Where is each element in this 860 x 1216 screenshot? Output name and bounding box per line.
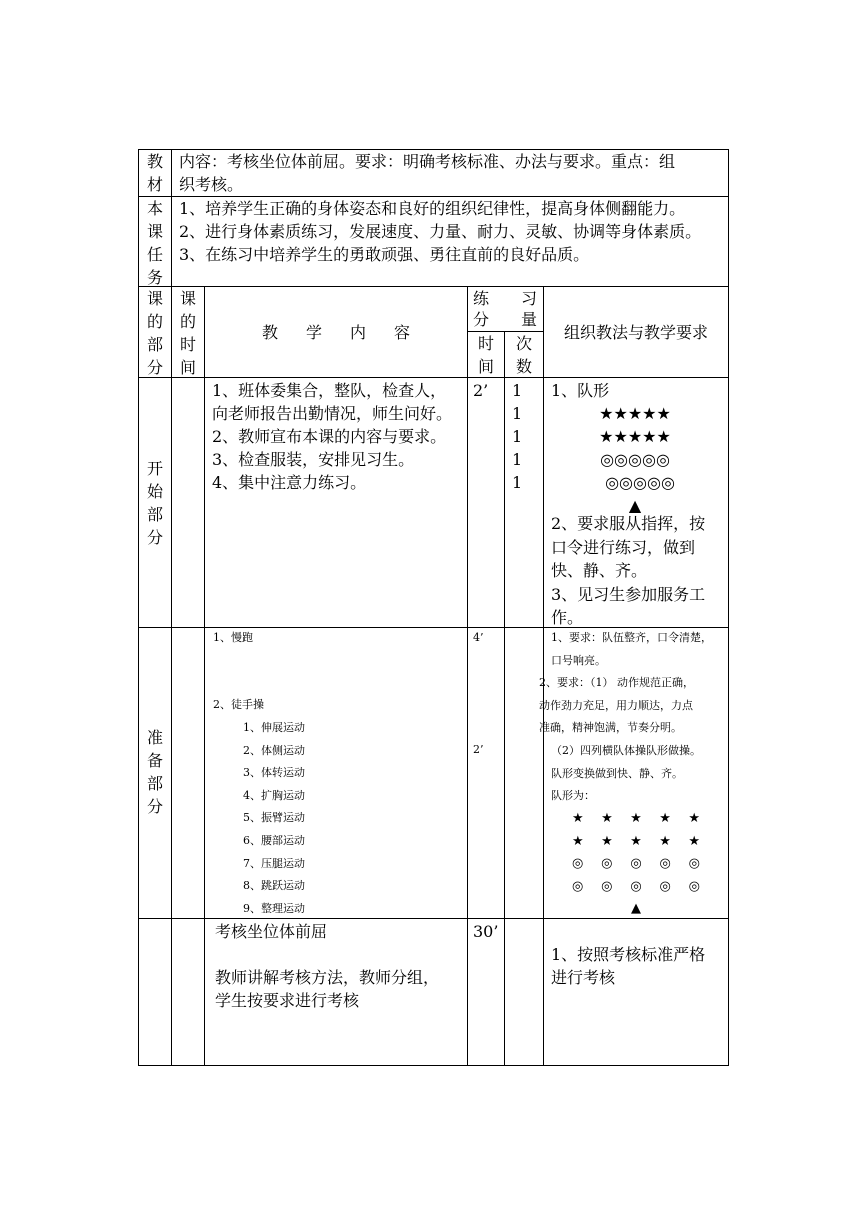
col-header-time: 课 的 时 间 bbox=[179, 289, 196, 377]
teacher-triangle-icon: ▲ bbox=[628, 496, 642, 515]
col-header-duration: 时 间 bbox=[477, 334, 494, 376]
col-divider bbox=[504, 331, 505, 1066]
col-header-content: 教 学 内 容 bbox=[262, 323, 410, 342]
teacher-triangle-icon: ▲ bbox=[631, 901, 641, 917]
prep-item-jog: 1、慢跑 bbox=[213, 631, 253, 644]
prep-exercise-list: 1、伸展运动 2、体侧运动 3、体转运动 4、扩胸运动 5、振臂运动 6、腰部运动 7、压腿运动 8、跳跃运动 9、整理运动 bbox=[243, 721, 305, 915]
formation-row-stars: ★★★★★ bbox=[599, 404, 671, 423]
formation-row-circles: ◎◎◎◎◎ bbox=[605, 473, 675, 492]
start-label: 开 始 部 分 bbox=[146, 459, 163, 547]
main-org-text: 1、按照考核标准严格 进行考核 bbox=[551, 945, 706, 987]
row-divider bbox=[138, 286, 729, 287]
start-org-title: 1、队形 bbox=[551, 381, 610, 400]
start-formation bbox=[588, 402, 682, 517]
main-content: 教师讲解考核方法，教师分组， 学生按要求进行考核 bbox=[215, 968, 440, 1010]
row-divider bbox=[138, 377, 729, 378]
formation-row-stars: ★★★★★ bbox=[599, 427, 671, 446]
prep-duration-2: 2’ bbox=[473, 743, 484, 756]
main-duration: 30’ bbox=[473, 922, 499, 941]
col-header-count: 次 数 bbox=[515, 334, 532, 376]
formation-row-circles: ◎ ◎ ◎ ◎ ◎ bbox=[572, 856, 700, 872]
formation-row-stars: ★ ★ ★ ★ ★ bbox=[572, 833, 700, 849]
formation-row-circles: ◎ ◎ ◎ ◎ ◎ bbox=[572, 878, 700, 894]
renwu-label: 本 课 任 务 bbox=[146, 199, 163, 287]
prep-item-calisthenics: 2、徒手操 bbox=[213, 698, 264, 711]
jiaocai-content: 内容：考核坐位体前屈。要求：明确考核标准、办法与要求。重点：组 织考核。 bbox=[179, 152, 676, 194]
start-counts: 1 1 1 1 1 bbox=[512, 381, 523, 492]
formation-row-stars: ★ ★ ★ ★ ★ bbox=[572, 811, 700, 826]
col-divider bbox=[467, 286, 468, 1066]
formation-row-circles: ◎◎◎◎◎ bbox=[600, 450, 670, 469]
renwu-content: 1、培养学生正确的身体姿态和良好的组织纪律性，提高身体侧翻能力。 2、进行身体素质练习，发展速度、力量、耐力、灵敏、协调等身体素质。 3、在练习中培养学生的勇敢顽强、勇往直前的良好品质。 bbox=[179, 199, 702, 264]
jiaocai-label: 教 材 bbox=[146, 152, 163, 194]
col-header-org: 组织教法与教学要求 bbox=[563, 323, 708, 342]
col-header-practice-bottom: 分 量 bbox=[473, 310, 537, 329]
table-border-bottom bbox=[138, 1065, 729, 1066]
prep-org-text: 1、要求：队伍整齐，口令清楚， 口号响亮。 2、要求：（1） 动作规范正确， 动作劲力充足，用力顺达，力点 准确，精神饱满，节奏分明。 （2）四列横队体操队形做操。 队形变换做到快、静、齐。 队形为： bbox=[539, 631, 712, 803]
col-header-practice-top: 练 习 bbox=[473, 289, 537, 308]
main-title: 考核坐位体前屈 bbox=[215, 922, 328, 941]
prep-duration-1: 4’ bbox=[473, 631, 484, 644]
col-header-part: 课 的 部 分 bbox=[146, 289, 163, 377]
start-org-text: 2、要求服从指挥，按 口令进行练习，做到 快、静、齐。 3、见习生参加服务工 作。 bbox=[551, 514, 706, 627]
start-duration: 2’ bbox=[473, 381, 489, 400]
start-content: 1、班体委集合，整队，检查人， 向老师报告出勤情况，师生问好。 2、教师宣布本课的内容与要求。 3、检查服装，安排见习生。 4、集中注意力练习。 bbox=[212, 381, 453, 492]
prep-formation bbox=[572, 808, 700, 921]
col-divider bbox=[204, 286, 205, 1066]
prep-label: 准 备 部 分 bbox=[146, 728, 163, 816]
